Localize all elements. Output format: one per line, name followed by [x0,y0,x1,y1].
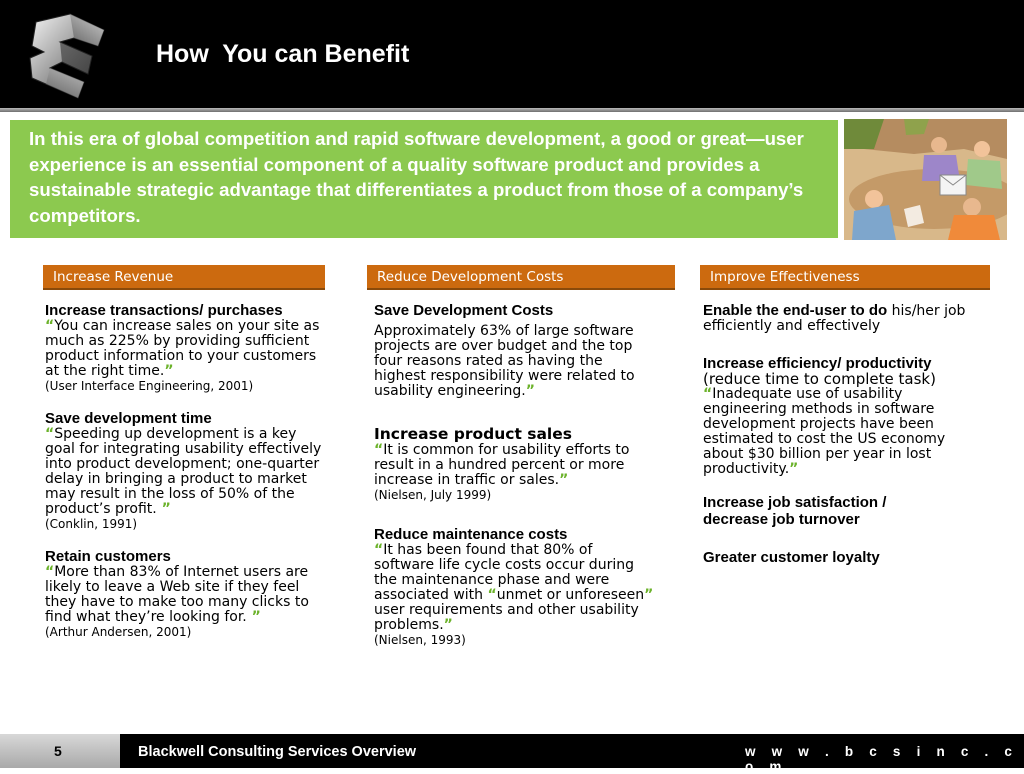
section-title: Increase efficiency/ productivity [703,355,932,372]
section-title: Enable the end-user to do [703,302,888,319]
section-body [45,427,325,517]
quote-text: Speeding up development is a key goal for integrating usability effectively into product development; one-quarter delay in bringing a product to market may result in the loss of 50% of the product’s profit. [45,426,322,517]
header-divider [0,108,1024,112]
section-title: Increase product sales [374,425,572,443]
section-title: Increase transactions/ purchases [45,302,283,319]
citation: (Arthur Andersen, 2001) [45,625,192,639]
quote-text: user requirements and other usability problems. [374,602,639,633]
section-title: Reduce maintenance costs [374,526,568,543]
quote-text: unmet or unforeseen [496,587,645,603]
section-body [703,387,988,477]
column-reduce-development-costs [374,302,654,647]
quote-text: Approximately 63% of large software projects are over budget and the top four reasons rated as having the highest responsibility were related to usability engineering. [374,323,635,399]
quote-open: “ [45,318,55,334]
section-title: Retain customers [45,548,171,565]
quote-close: ” [789,461,799,477]
footer-url: w w w . b c s i n c . c o m [745,744,1019,774]
section-title: Save Development Costs [374,302,554,319]
section-body [374,543,654,633]
quote-open: “ [703,386,713,402]
section-body [374,324,654,399]
quote-close: ” [525,383,535,399]
quote-text: It has been found that 80% of software life cycle costs occur during the maintenance phase and were associated with [374,542,634,603]
quote-open: “ [45,564,55,580]
section-title: Save development time [45,410,212,427]
section-title: Increase job satisfaction / decrease job turnover [703,494,887,528]
citation: (Conklin, 1991) [45,517,138,531]
quote-close: ” [559,472,569,488]
section-body [374,443,654,488]
quote-open: “ [487,587,497,603]
quote-close: ” [156,501,171,517]
section-title: Greater customer loyalty [703,549,880,566]
footer-company: Blackwell Consulting Services Overview [138,744,417,760]
quote-text: More than 83% of Internet users are likely to leave a Web site if they feel they have to make too many clicks to find what they’re looking for. [45,564,309,625]
section-body [45,565,325,625]
column-header-improve-effectiveness: Improve Effectiveness [700,265,990,290]
quote-open: “ [374,542,384,558]
quote-text: Inadequate use of usability engineering methods in software development projects have been estimated to cost the US economy about $30 billion per year in lost productivity. [703,386,946,477]
quote-close: ” [644,587,654,603]
page-number: 5 [54,743,62,759]
citation: (Nielsen, July 1999) [374,488,492,502]
business-meeting-icon [844,119,1007,240]
section-subtitle: (reduce time to complete task) [703,370,936,388]
section-body [703,302,988,334]
citation: (Nielsen, 1993) [374,633,466,647]
quote-text: You can increase sales on your site as much as 225% by providing sufficient product information to your customers at the right time. [45,318,320,379]
quote-open: “ [45,426,55,442]
bcs-logo-icon [26,12,110,102]
column-increase-revenue [45,302,325,639]
page-title: How You can Benefit [156,40,410,68]
column-improve-effectiveness [703,302,988,566]
section-body [45,319,325,379]
intro-text: In this era of global competition and rapid software development, a good or great—user experience is an essential component of a quality software product and provides a sustainable strategic advantage that differentiates a product from those of a company’s competitors. [10,120,838,238]
quote-text: It is common for usability efforts to result in a hundred percent or more increase in traffic or sales. [374,442,630,488]
quote-close: ” [164,363,174,379]
quote-open: “ [374,442,384,458]
column-header-reduce-development-costs: Reduce Development Costs [367,265,675,290]
column-header-increase-revenue: Increase Revenue [43,265,325,290]
quote-close: ” [246,609,261,625]
quote-close: ” [443,617,453,633]
citation: (User Interface Engineering, 2001) [45,379,254,393]
section-text: his/her job efficiently and effectively [703,303,966,334]
header-bar [0,0,1024,108]
